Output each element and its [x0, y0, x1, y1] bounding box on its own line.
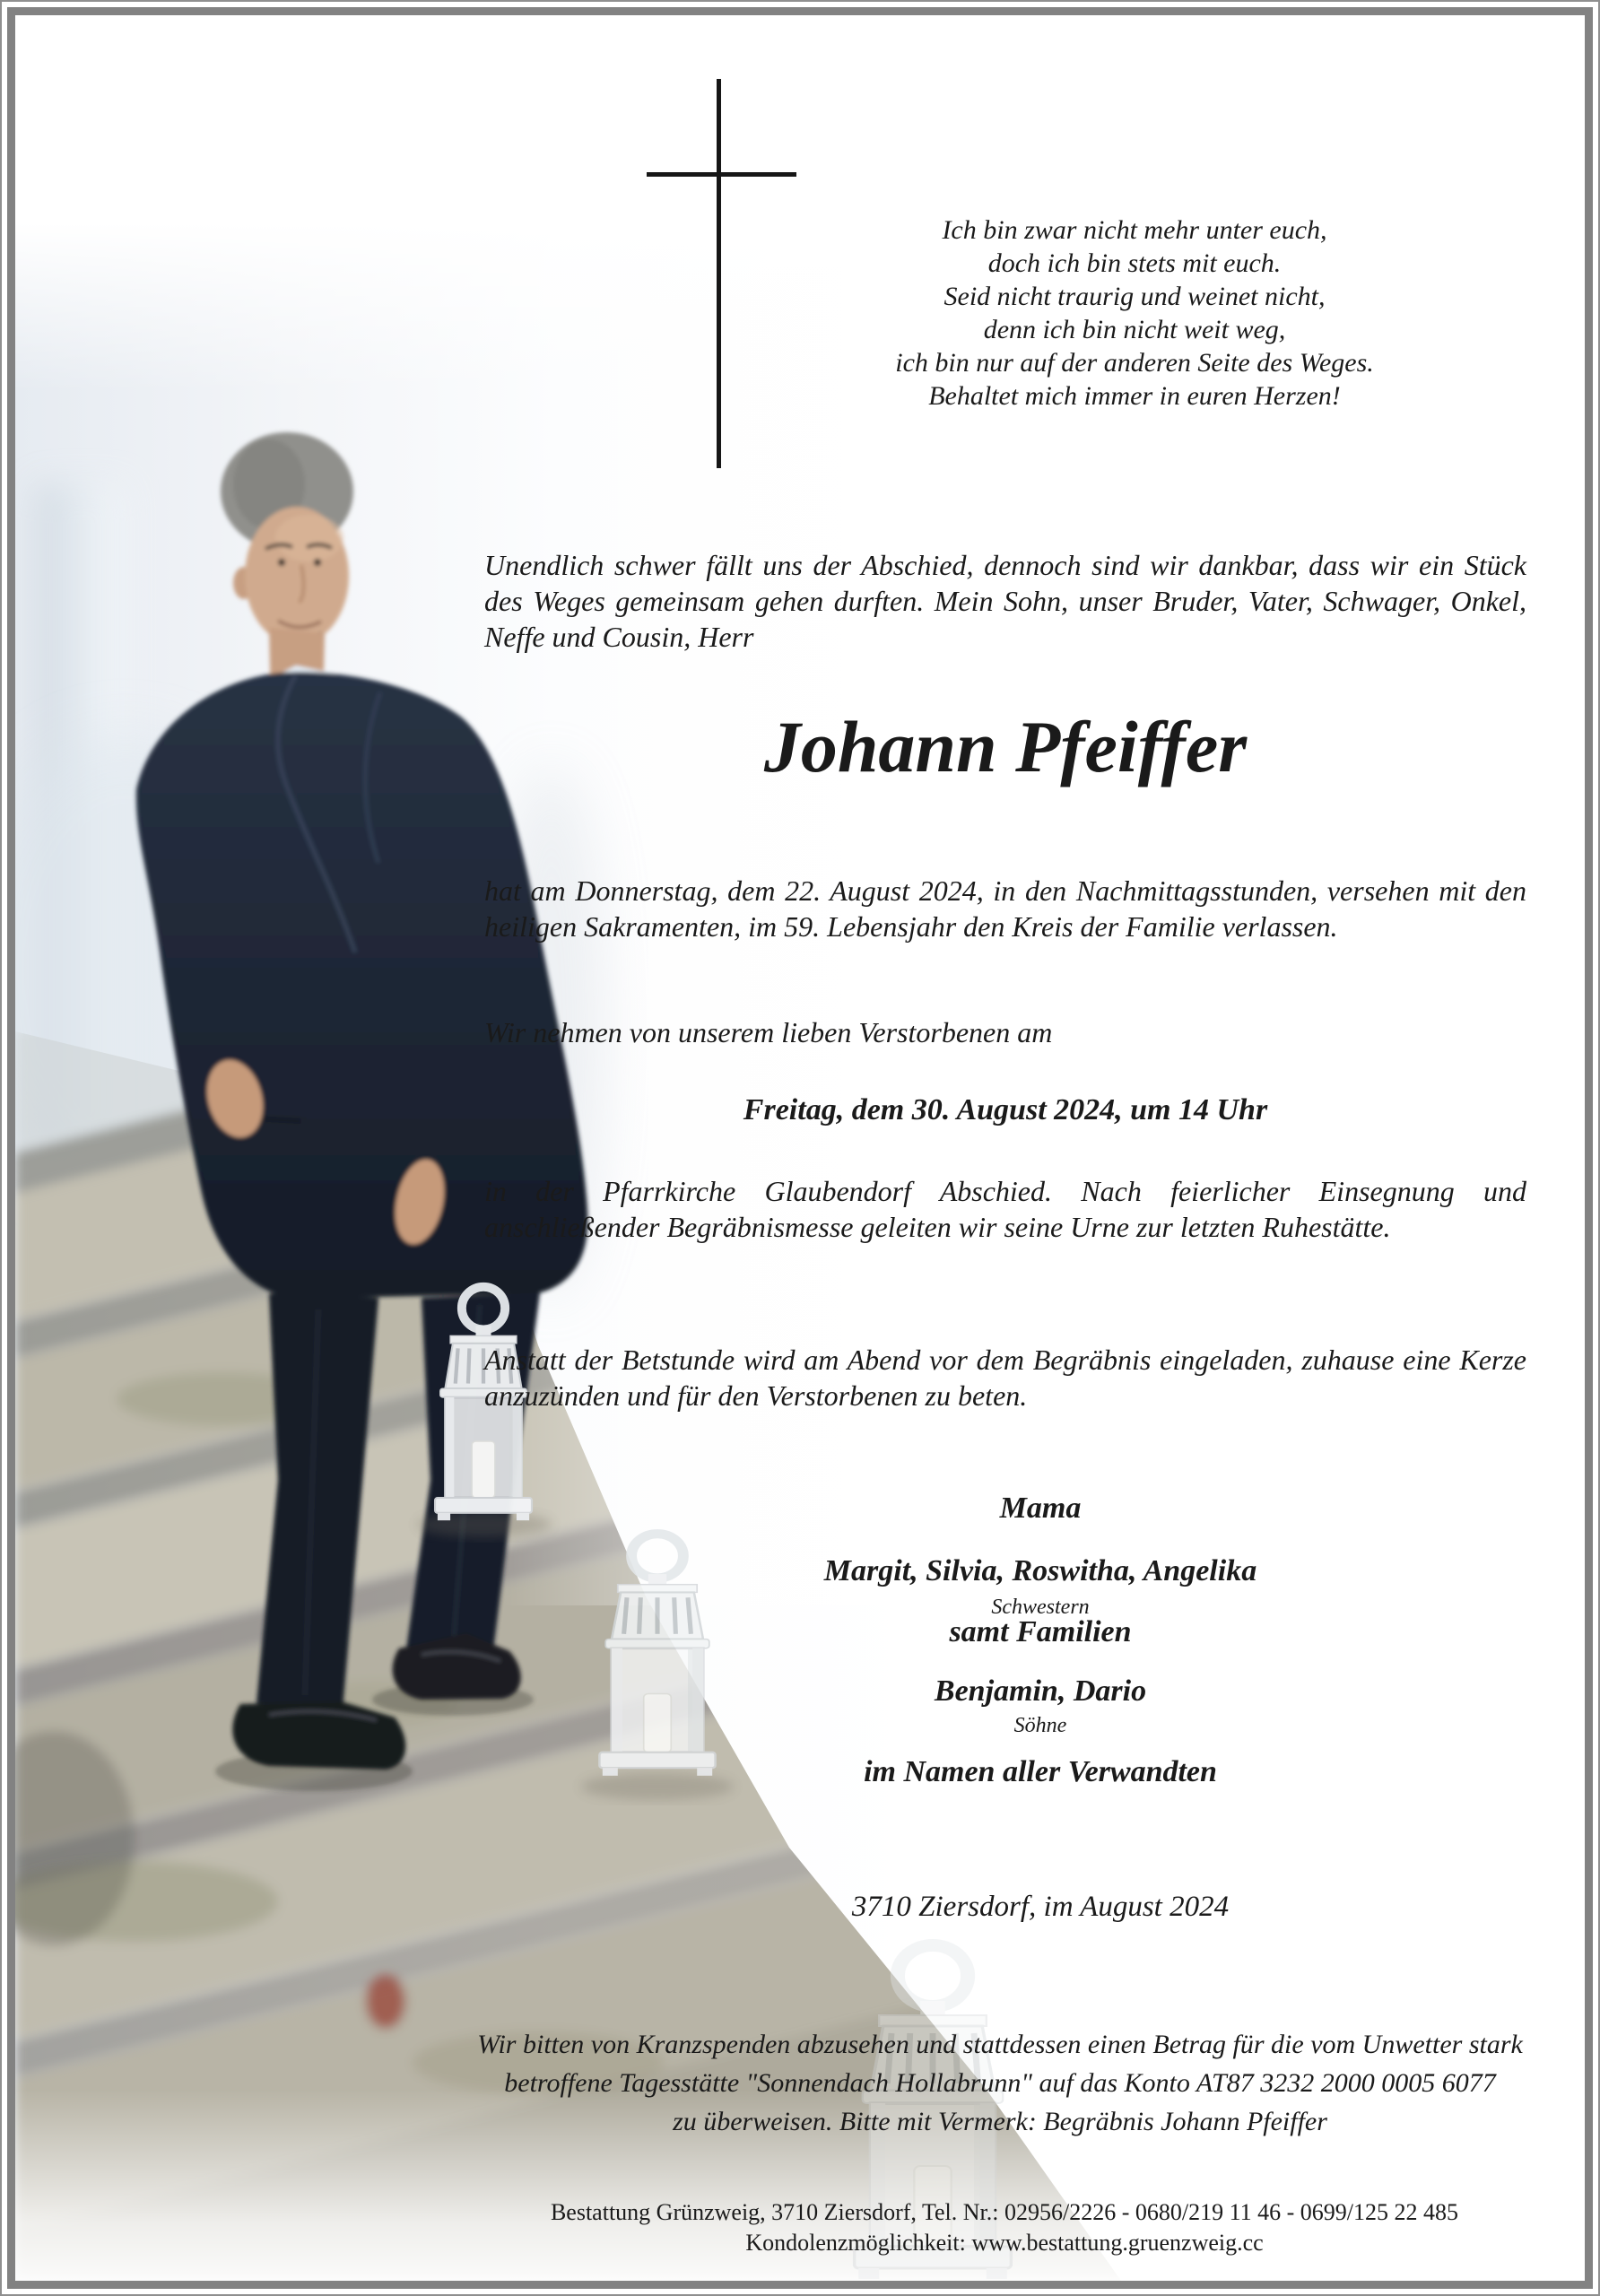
donation-paragraph — [448, 2025, 1552, 2141]
footer-funeral-home: Bestattung Grünzweig, 3710 Ziersdorf, Tel. Nr.: 02956/2226 - 0680/219 11 46 - 0699/125 22 485 — [550, 2199, 1459, 2225]
donation-line: Wir bitten von Kranzspenden abzusehen und stattdessen einen Betrag für die vom Unwetter stark — [477, 2030, 1523, 2059]
memorial-poem — [744, 213, 1525, 413]
place-date-line: 3710 Ziersdorf, im August 2024 — [851, 1891, 1230, 1923]
family-families-note: samt Familien — [949, 1615, 1132, 1648]
family-sisters-label: Schwestern — [991, 1596, 1090, 1619]
poem-line: denn ich bin nicht weit weg, — [983, 315, 1286, 344]
family-sisters: Margit, Silvia, Roswitha, Angelika — [823, 1554, 1257, 1587]
family-sons-label: Söhne — [1013, 1714, 1067, 1737]
family-sons: Benjamin, Dario — [934, 1674, 1147, 1708]
poem-line: Ich bin zwar nicht mehr unter euch, — [942, 215, 1327, 245]
donation-line: zu überweisen. Bitte mit Vermerk: Begräbnis Johann Pfeiffer — [673, 2107, 1327, 2136]
funeral-details: in der Pfarrkirche Glaubendorf Abschied. Nach feierlicher Einsegnung und anschließender Begräbnismesse geleiten wir seine Urne zur letzten Ruhestätte. — [484, 1175, 1526, 1243]
deceased-name: Johann Pfeiffer — [763, 706, 1248, 787]
poem-line: doch ich bin stets mit euch. — [987, 248, 1282, 278]
funeral-datetime: Freitag, dem 30. August 2024, um 14 Uhr — [743, 1093, 1268, 1126]
intro-paragraph: Unendlich schwer fällt uns der Abschied, dennoch sind wir dankbar, dass wir ein Stück des Weges gemeinsam gehen durften. Mein Sohn, unser Bruder, Vater, Schwager, Onkel, Neffe und Cousin, Herr — [484, 549, 1526, 653]
death-details: hat am Donnerstag, dem 22. August 2024, in den Nachmittagsstunden, versehen mit den heiligen Sakramenten, im 59. Lebensjahr den Kreis der Familie verlassen. — [484, 874, 1526, 943]
family-relatives-note: im Namen aller Verwandten — [864, 1755, 1217, 1788]
poem-line: Behaltet mich immer in euren Herzen! — [928, 381, 1341, 411]
poem-line: ich bin nur auf der anderen Seite des Weges. — [895, 348, 1374, 378]
poem-line: Seid nicht traurig und weinet nicht, — [943, 282, 1326, 311]
family-mother: Mama — [999, 1492, 1082, 1525]
farewell-intro: Wir nehmen von unserem lieben Verstorbenen am — [484, 1016, 1053, 1048]
donation-line: betroffene Tagesstätte "Sonnendach Hollabrunn" auf das Konto AT87 3232 2000 0005 6077 — [504, 2068, 1496, 2098]
candle-request: Anstatt der Betstunde wird am Abend vor dem Begräbnis eingeladen, zuhause eine Kerze anzuzünden und für den Verstorbenen zu beten. — [484, 1344, 1526, 1412]
footer-condolence: Kondolenzmöglichkeit: www.bestattung.gruenzweig.cc — [745, 2230, 1264, 2256]
